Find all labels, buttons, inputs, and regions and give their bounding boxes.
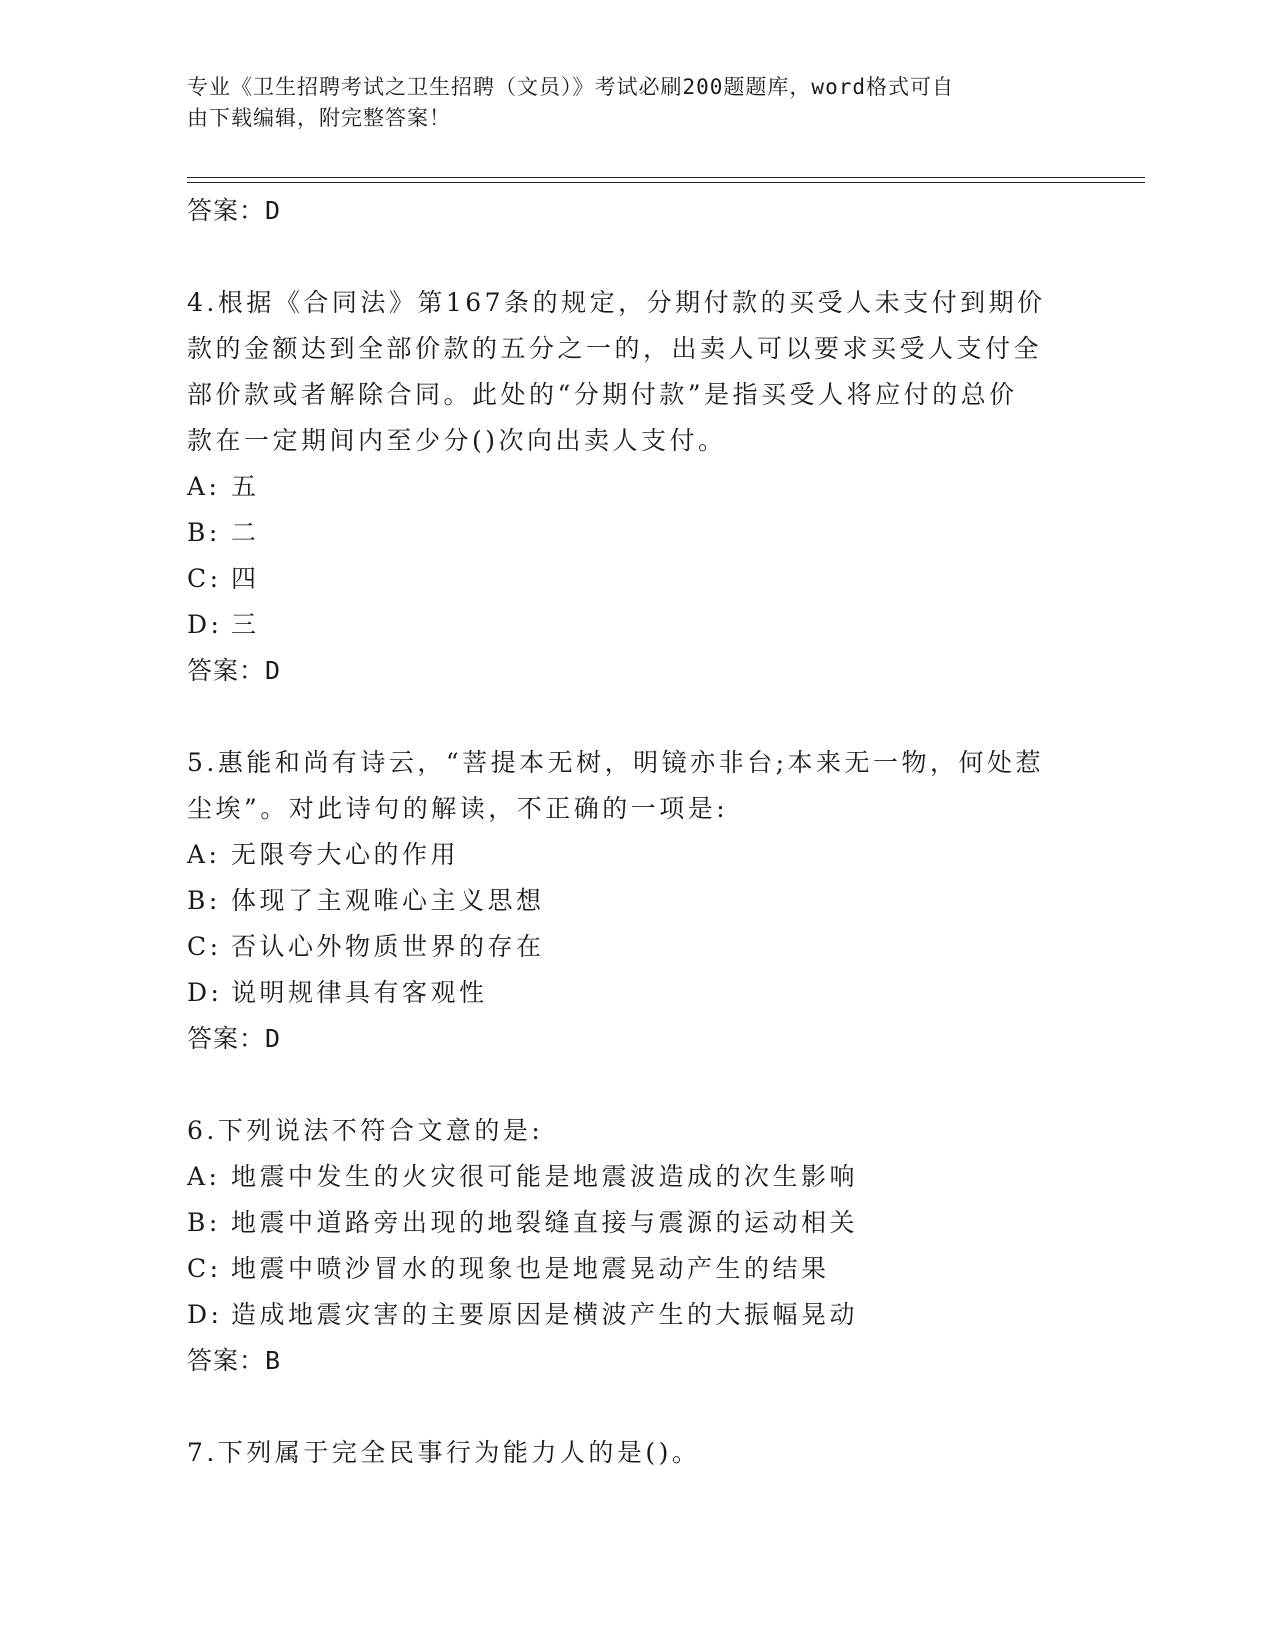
option-text: 说明规律具有客观性 [231, 978, 488, 1007]
question-list [187, 188, 1087, 1476]
question-line: 部价款或者解除合同。此处的“分期付款”是指买受人将应付的总价 [187, 380, 1018, 409]
header-divider-thick [187, 177, 1145, 178]
question-line: 款在一定期间内至少分()次向出卖人支付。 [187, 426, 727, 455]
question-block [187, 1430, 1087, 1476]
option-label: C: [187, 1254, 222, 1283]
header-divider-thin [187, 182, 1145, 183]
option-label: B: [187, 886, 221, 915]
answer-line: 答案：D [187, 1024, 282, 1053]
question-text [187, 1108, 1087, 1154]
question-line: 尘埃”。对此诗句的解读，不正确的一项是: [187, 794, 729, 823]
option-b [187, 1200, 1087, 1246]
option-text: 体现了主观唯心主义思想 [231, 886, 545, 915]
option-d [187, 970, 1087, 1016]
option-c [187, 1246, 1087, 1292]
option-c [187, 924, 1087, 970]
option-label: D: [187, 610, 223, 639]
question-text [187, 1430, 1087, 1476]
header-line-2: 由下载编辑，附完整答案！ [187, 106, 451, 130]
question-line: 款的金额达到全部价款的五分之一的，出卖人可以要求买受人支付全 [187, 334, 1043, 363]
question-block [187, 280, 1087, 740]
option-a [187, 832, 1087, 878]
header-line-1: 专业《卫生招聘考试之卫生招聘（文员）》考试必刷200题题库，word格式可自 [187, 75, 954, 99]
option-label: B: [187, 1208, 221, 1237]
question-block [187, 740, 1087, 1108]
option-label: D: [187, 1300, 223, 1329]
option-label: A: [187, 472, 221, 501]
option-label: C: [187, 932, 222, 961]
page-header [187, 72, 1067, 134]
spacer [187, 1384, 1087, 1430]
option-b [187, 510, 1087, 556]
spacer [187, 234, 1087, 280]
option-text: 五 [231, 472, 260, 501]
option-label: A: [187, 840, 221, 869]
question-line: 6.下列说法不符合文意的是: [187, 1116, 544, 1145]
option-d [187, 602, 1087, 648]
answer-line: 答案：D [187, 196, 282, 225]
option-text: 四 [231, 564, 260, 593]
spacer [187, 1062, 1087, 1108]
option-text: 三 [231, 610, 260, 639]
option-label: A: [187, 1162, 221, 1191]
answer-line: 答案：D [187, 656, 282, 685]
option-text: 地震中发生的火灾很可能是地震波造成的次生影响 [231, 1162, 859, 1191]
question-line: 5.惠能和尚有诗云，“菩提本无树，明镜亦非台;本来无一物，何处惹 [187, 748, 1045, 777]
option-text: 地震中喷沙冒水的现象也是地震晃动产生的结果 [231, 1254, 830, 1283]
question-block [187, 1108, 1087, 1430]
option-label: C: [187, 564, 222, 593]
option-a [187, 464, 1087, 510]
option-text: 造成地震灾害的主要原因是横波产生的大振幅晃动 [231, 1300, 859, 1329]
question-text [187, 740, 1087, 832]
option-text: 二 [231, 518, 260, 547]
answer-line: 答案：B [187, 1346, 282, 1375]
question-line: 4.根据《合同法》第167条的规定，分期付款的买受人未支付到期价 [187, 288, 1046, 317]
option-a [187, 1154, 1087, 1200]
option-text: 无限夸大心的作用 [231, 840, 460, 869]
option-c [187, 556, 1087, 602]
option-label: D: [187, 978, 223, 1007]
option-text: 否认心外物质世界的存在 [231, 932, 545, 961]
question-text [187, 280, 1087, 464]
option-b [187, 878, 1087, 924]
option-d [187, 1292, 1087, 1338]
option-label: B: [187, 518, 221, 547]
question-line: 7.下列属于完全民事行为能力人的是()。 [187, 1438, 701, 1467]
option-text: 地震中道路旁出现的地裂缝直接与震源的运动相关 [231, 1208, 859, 1237]
spacer [187, 694, 1087, 740]
